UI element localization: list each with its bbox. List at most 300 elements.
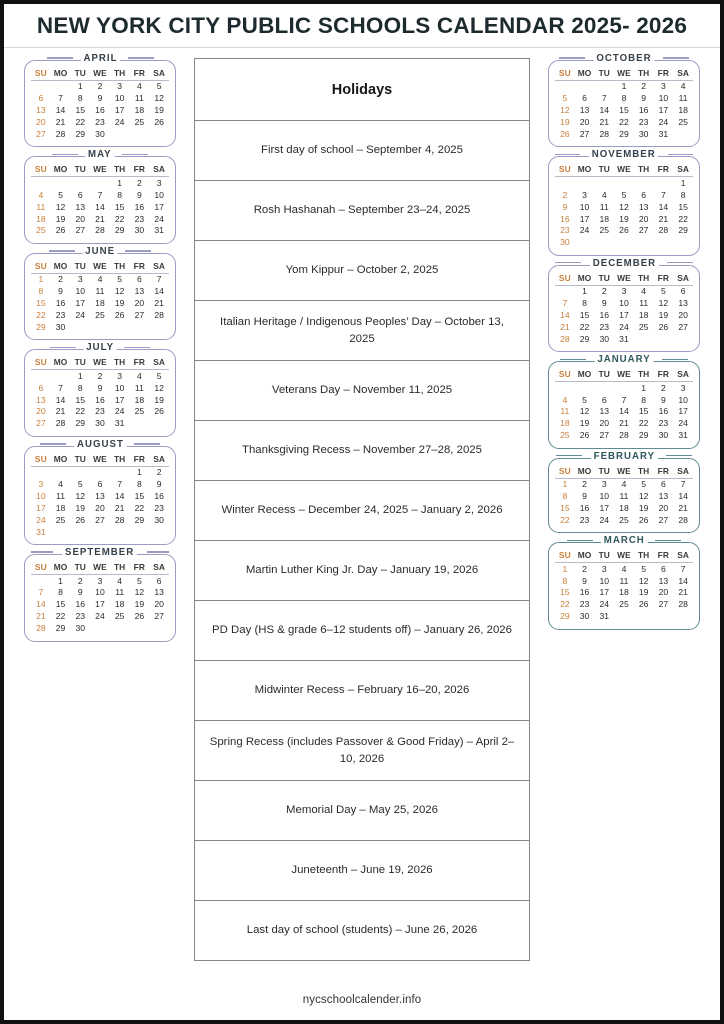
day-cell: 3 (680, 382, 686, 393)
day-cell: 9 (582, 491, 587, 502)
holiday-row (195, 721, 529, 781)
day-cell: 9 (156, 479, 162, 490)
month-name: DECEMBER (590, 257, 659, 269)
day-cell: 10 (75, 286, 86, 297)
day-cell: 19 (579, 418, 590, 429)
day-cell: 30 (134, 225, 145, 236)
day-cell: 14 (55, 105, 66, 116)
day-cell-empty (634, 177, 654, 189)
day-cell-empty (575, 382, 595, 394)
day-cell: 7 (117, 479, 123, 490)
day-cell: 8 (680, 189, 686, 200)
month-title-rule-left (31, 551, 53, 552)
day-cell: 28 (619, 430, 629, 441)
month-title-rule-right (147, 551, 169, 552)
weekday-header-mo: MO (577, 465, 592, 476)
day-cell: 20 (638, 213, 649, 224)
day-cell: 5 (660, 286, 666, 297)
day-cell-empty (614, 177, 634, 189)
weekday-header-sa: SA (677, 465, 690, 476)
day-cell: 13 (579, 105, 590, 116)
day-cell-empty (654, 237, 674, 249)
day-cell-empty (594, 81, 614, 93)
day-cell-empty (555, 177, 575, 189)
day-cell: 11 (619, 491, 629, 502)
day-cell: 2 (77, 575, 83, 586)
day-cell: 13 (599, 406, 610, 417)
weekday-header-sa: SA (153, 562, 166, 573)
day-cell: 5 (641, 563, 647, 574)
month-week-row (31, 201, 169, 213)
month-title (31, 52, 169, 64)
day-cell-empty (614, 382, 634, 394)
day-cell: 7 (680, 563, 686, 574)
month-card-march (548, 534, 700, 629)
month-week-row (555, 225, 693, 237)
day-cell: 2 (97, 81, 103, 92)
day-cell: 29 (678, 225, 688, 236)
day-cell: 29 (55, 623, 66, 634)
day-cell-empty (70, 526, 90, 538)
day-cell: 9 (77, 587, 83, 598)
day-cell: 28 (678, 514, 688, 525)
month-week-row (31, 298, 169, 310)
day-cell: 12 (619, 201, 629, 212)
holiday-label: Martin Luther King Jr. Day – January 19, 2026 (245, 564, 479, 577)
month-grid (555, 549, 693, 622)
day-cell: 23 (134, 213, 145, 224)
day-cell-empty (654, 177, 674, 189)
month-week-row (555, 213, 693, 225)
day-cell: 25 (678, 117, 688, 128)
day-cell: 12 (560, 105, 570, 116)
weekday-header-sa: SA (153, 68, 166, 78)
day-cell: 6 (97, 479, 103, 490)
day-cell: 14 (55, 394, 66, 405)
day-cell: 10 (658, 93, 669, 104)
day-cell: 20 (658, 502, 669, 513)
day-cell: 24 (678, 418, 688, 429)
month-week-row (31, 213, 169, 225)
day-cell: 2 (582, 479, 587, 490)
day-cell-empty (149, 418, 169, 430)
day-cell: 8 (562, 491, 568, 502)
weekday-header-fr: FR (657, 272, 670, 283)
day-cell: 31 (114, 418, 125, 429)
day-cell: 25 (36, 225, 46, 236)
month-week-row (555, 418, 693, 430)
day-cell: 18 (619, 502, 629, 513)
day-cell: 7 (58, 382, 63, 393)
month-week-row (31, 370, 169, 382)
month-title-rule-right (666, 455, 692, 456)
day-cell: 11 (134, 382, 144, 393)
day-cell: 1 (641, 382, 647, 393)
day-cell: 17 (658, 105, 669, 116)
month-title-rule-left (556, 455, 582, 456)
day-cell-empty (614, 611, 634, 623)
month-week-row (31, 189, 169, 201)
day-cell: 18 (619, 587, 629, 598)
day-cell: 31 (36, 526, 46, 537)
day-cell: 14 (154, 286, 164, 297)
month-week-row (31, 117, 169, 129)
day-cell: 23 (638, 117, 649, 128)
day-cell-empty (555, 81, 575, 93)
day-cell: 28 (599, 129, 610, 139)
weekday-header-mo: MO (53, 260, 68, 271)
weekday-header-fr: FR (133, 357, 146, 368)
day-cell: 5 (117, 274, 123, 285)
day-cell: 12 (114, 286, 125, 297)
weekday-header-mo: MO (577, 550, 592, 561)
month-card-may (24, 148, 176, 243)
day-cell: 21 (114, 502, 125, 513)
weekday-header-su: SU (34, 260, 47, 271)
day-cell: 4 (680, 81, 686, 92)
day-cell: 3 (38, 479, 44, 490)
day-cell: 21 (678, 502, 688, 513)
month-title-rule-left (40, 443, 66, 444)
day-cell: 17 (599, 502, 610, 513)
day-cell: 15 (638, 406, 649, 417)
day-cell: 8 (58, 587, 63, 598)
day-cell-empty (673, 333, 693, 345)
month-title-rule-left (560, 359, 586, 360)
day-cell: 26 (560, 129, 570, 139)
day-cell: 21 (560, 321, 570, 332)
day-cell: 22 (560, 599, 570, 610)
month-title-rule-left (47, 57, 73, 58)
month-grid (31, 260, 169, 333)
month-title-rule-left (567, 540, 593, 541)
day-cell: 9 (58, 286, 63, 297)
page-title-bar (4, 4, 720, 48)
day-cell: 4 (136, 370, 142, 381)
weekday-header-sa: SA (677, 272, 690, 283)
day-cell: 25 (134, 406, 145, 417)
day-cell: 15 (75, 105, 86, 116)
day-cell-empty (673, 237, 693, 249)
day-cell: 14 (619, 406, 629, 417)
weekday-header-su: SU (558, 164, 571, 175)
day-cell: 12 (134, 587, 145, 598)
weekday-header-th: TH (113, 164, 126, 175)
month-week-row (555, 333, 693, 345)
day-cell: 11 (115, 587, 125, 598)
day-cell: 27 (658, 599, 669, 610)
day-cell: 3 (77, 274, 83, 285)
day-cell: 24 (579, 225, 590, 236)
day-cell: 27 (154, 611, 164, 622)
page-title: NEW YORK CITY PUBLIC SCHOOLS CALENDAR 2025- 2026 (36, 12, 688, 38)
day-cell-empty (555, 285, 575, 297)
day-cell: 16 (560, 213, 570, 224)
day-cell: 16 (599, 310, 610, 321)
weekday-header-tu: TU (74, 164, 86, 175)
day-cell: 29 (114, 225, 125, 236)
day-cell: 30 (560, 237, 570, 248)
day-cell: 11 (56, 491, 66, 502)
weekday-header-we: WE (617, 272, 631, 283)
month-card-october (548, 52, 700, 147)
day-cell: 3 (97, 575, 103, 586)
day-cell-empty (90, 526, 110, 538)
weekday-header-sa: SA (153, 357, 166, 368)
month-week-row (31, 587, 169, 599)
weekday-header-tu: TU (598, 369, 610, 380)
month-week-row (31, 382, 169, 394)
day-cell: 21 (599, 117, 610, 128)
day-cell: 17 (154, 201, 164, 212)
day-cell: 29 (579, 333, 590, 344)
day-cell-empty (90, 177, 110, 189)
calendar-body (4, 48, 720, 1008)
month-week-row (31, 599, 169, 611)
day-cell: 16 (55, 298, 66, 309)
day-cell: 22 (560, 514, 570, 525)
holiday-label: Memorial Day – May 25, 2026 (286, 804, 438, 817)
month-title-rule-right (128, 57, 154, 58)
month-week-row (555, 502, 693, 514)
day-cell: 31 (599, 611, 610, 622)
day-cell: 9 (97, 382, 103, 393)
day-cell: 11 (95, 286, 105, 297)
day-cell: 12 (75, 491, 86, 502)
day-cell: 16 (75, 599, 86, 610)
day-cell: 21 (36, 611, 46, 622)
day-cell: 14 (95, 201, 105, 212)
day-cell-empty (70, 466, 90, 478)
day-cell-empty (555, 382, 575, 394)
day-cell: 5 (562, 93, 568, 104)
day-cell: 1 (562, 563, 568, 574)
month-week-row (555, 575, 693, 587)
day-cell: 4 (621, 563, 627, 574)
day-cell: 9 (562, 201, 568, 212)
day-cell-empty (130, 623, 150, 635)
day-cell: 24 (599, 514, 610, 525)
day-cell: 10 (678, 394, 688, 405)
day-cell: 7 (621, 394, 627, 405)
weekday-header-mo: MO (577, 164, 592, 175)
day-cell: 20 (36, 406, 46, 417)
day-cell: 6 (38, 382, 44, 393)
weekday-header-fr: FR (133, 164, 146, 175)
day-cell: 12 (638, 575, 649, 586)
day-cell: 19 (75, 502, 86, 513)
month-week-row (555, 117, 693, 129)
day-cell: 11 (36, 201, 46, 212)
day-cell-empty (31, 370, 51, 382)
month-week-row (555, 189, 693, 201)
day-cell: 22 (36, 310, 46, 321)
day-cell: 20 (75, 213, 86, 224)
day-cell: 15 (55, 599, 66, 610)
day-cell: 30 (154, 514, 164, 525)
day-cell: 10 (599, 491, 610, 502)
day-cell: 25 (55, 514, 66, 525)
day-cell: 7 (562, 298, 568, 309)
weekday-header-sa: SA (677, 550, 690, 561)
day-cell: 27 (638, 225, 649, 236)
month-week-row (31, 321, 169, 333)
month-week-row (31, 81, 169, 93)
holiday-row (195, 541, 529, 601)
day-cell: 21 (619, 418, 629, 429)
day-cell: 17 (114, 105, 125, 116)
day-cell: 16 (95, 394, 105, 405)
day-cell: 29 (75, 418, 86, 429)
weekday-header-fr: FR (133, 562, 146, 573)
day-cell-empty (110, 129, 130, 141)
day-cell-empty (70, 321, 90, 333)
holiday-row (195, 241, 529, 301)
day-cell: 30 (95, 129, 105, 139)
day-cell: 11 (619, 575, 629, 586)
month-title-rule-left (555, 262, 581, 263)
day-cell: 31 (658, 129, 669, 139)
day-cell-empty (594, 382, 614, 394)
day-cell: 5 (641, 479, 647, 490)
day-cell: 27 (658, 514, 669, 525)
day-cell: 27 (134, 310, 145, 321)
day-cell: 5 (621, 189, 627, 200)
day-cell: 3 (582, 189, 587, 200)
day-cell-empty (31, 81, 51, 93)
day-cell: 5 (582, 394, 587, 405)
day-cell: 27 (75, 225, 86, 236)
day-cell-empty (31, 466, 51, 478)
day-cell: 23 (658, 418, 669, 429)
day-cell-empty (110, 321, 130, 333)
month-title (555, 353, 693, 365)
weekday-header-we: WE (93, 453, 107, 464)
day-cell: 1 (582, 286, 587, 297)
day-cell: 26 (638, 599, 649, 610)
day-cell: 24 (95, 611, 105, 622)
holiday-label: Juneteenth – June 19, 2026 (291, 864, 433, 877)
month-week-row (555, 430, 693, 442)
weekday-header-we: WE (93, 164, 107, 175)
day-cell: 2 (660, 382, 666, 393)
month-card-january (548, 353, 700, 448)
day-cell: 26 (55, 225, 66, 236)
weekday-header-tu: TU (74, 68, 86, 78)
day-cell: 16 (579, 502, 590, 513)
day-cell: 6 (680, 286, 686, 297)
weekday-header-th: TH (637, 369, 650, 380)
holidays-column (186, 54, 538, 1008)
month-title (31, 245, 169, 257)
holiday-row (195, 601, 529, 661)
day-cell: 7 (58, 93, 63, 104)
day-cell: 6 (136, 274, 142, 285)
day-cell: 23 (75, 611, 86, 622)
month-grid (31, 356, 169, 429)
weekday-header-th: TH (113, 562, 126, 573)
day-cell: 30 (75, 623, 86, 634)
month-week-row (555, 611, 693, 623)
month-week-row (31, 273, 169, 285)
day-cell: 7 (680, 479, 686, 490)
day-cell: 8 (582, 298, 587, 309)
day-cell: 16 (638, 105, 649, 116)
day-cell-empty (31, 575, 51, 587)
month-week-row (555, 310, 693, 322)
day-cell: 23 (579, 599, 590, 610)
day-cell: 11 (134, 93, 144, 104)
day-cell: 17 (599, 587, 610, 598)
weekday-header-tu: TU (598, 68, 610, 78)
day-cell: 2 (601, 286, 607, 297)
holidays-title: Holidays (331, 81, 393, 98)
day-cell: 24 (658, 117, 669, 128)
day-cell: 24 (619, 321, 629, 332)
holiday-row (195, 301, 529, 361)
day-cell: 22 (678, 213, 688, 224)
day-cell: 16 (658, 406, 669, 417)
day-cell: 17 (75, 298, 86, 309)
holidays-table-header (195, 59, 529, 121)
day-cell: 28 (55, 129, 66, 139)
day-cell: 25 (638, 321, 649, 332)
day-cell: 1 (58, 575, 63, 586)
day-cell: 14 (658, 201, 669, 212)
day-cell: 24 (114, 406, 125, 417)
day-cell: 21 (55, 406, 66, 417)
weekday-header-tu: TU (598, 164, 610, 175)
weekday-header-sa: SA (677, 369, 690, 380)
month-title-rule-right (662, 359, 688, 360)
holidays-table (194, 58, 530, 961)
day-cell: 7 (97, 189, 103, 200)
weekday-header-th: TH (637, 68, 650, 78)
day-cell: 18 (134, 105, 145, 116)
month-week-row (31, 105, 169, 117)
month-title-rule-right (124, 347, 150, 348)
day-cell: 6 (660, 563, 666, 574)
day-cell: 22 (619, 117, 629, 128)
day-cell: 5 (156, 81, 162, 92)
day-cell: 14 (678, 491, 688, 502)
month-name: FEBRUARY (591, 450, 658, 462)
day-cell: 30 (599, 333, 610, 344)
day-cell: 14 (36, 599, 46, 610)
day-cell: 19 (658, 310, 669, 321)
weekday-header-th: TH (637, 465, 650, 476)
day-cell: 10 (114, 93, 125, 104)
day-cell: 12 (154, 382, 164, 393)
day-cell: 6 (77, 189, 83, 200)
day-cell: 27 (678, 321, 688, 332)
day-cell: 12 (658, 298, 669, 309)
month-name: AUGUST (74, 438, 126, 450)
day-cell: 27 (95, 514, 105, 525)
day-cell-empty (51, 177, 71, 189)
weekday-header-th: TH (637, 272, 650, 283)
holiday-row (195, 781, 529, 841)
month-title (555, 534, 693, 546)
weekday-header-mo: MO (53, 562, 68, 573)
day-cell-empty (90, 466, 110, 478)
day-cell: 28 (560, 333, 570, 344)
month-week-row (31, 418, 169, 430)
day-cell: 20 (599, 418, 610, 429)
weekday-header-th: TH (637, 550, 650, 561)
day-cell: 8 (641, 394, 647, 405)
month-week-row (555, 382, 693, 394)
